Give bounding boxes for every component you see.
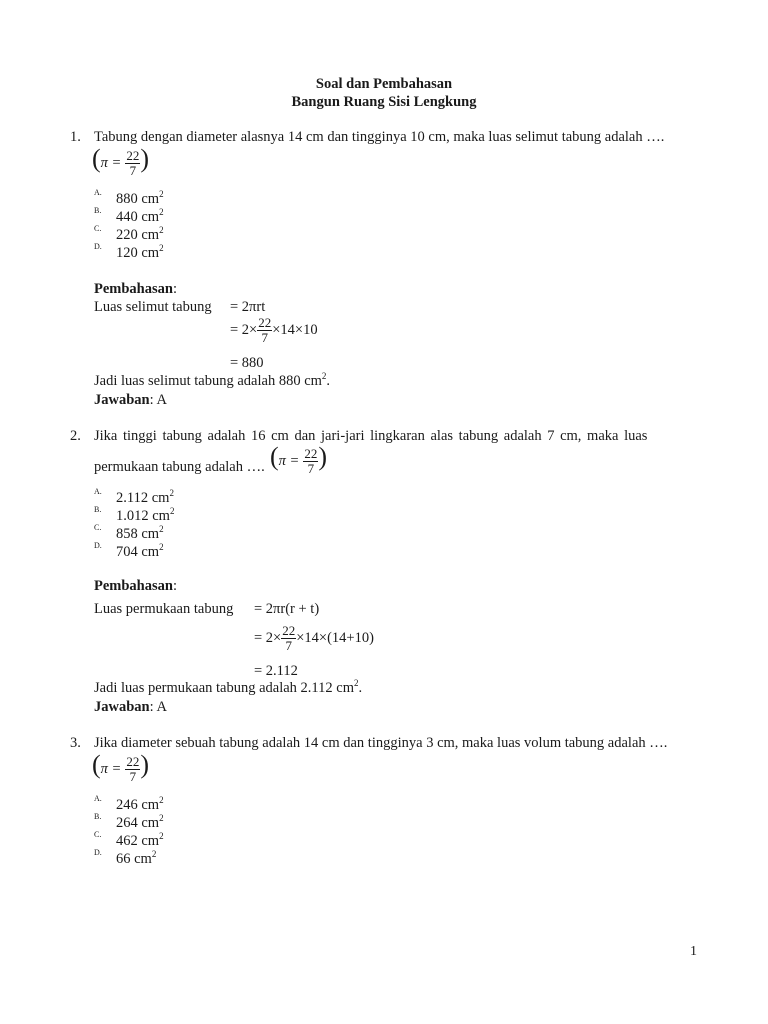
option-value: 120 $cm^2$	[116, 243, 164, 261]
question-1-pi-hint: (π = $\frac{22}{7}$ )	[92, 144, 150, 178]
option-letter: B.	[94, 812, 102, 821]
option-letter: B.	[94, 206, 102, 215]
solution-2-label: Luas permukaan tabung	[94, 601, 234, 617]
option-letter: D.	[94, 541, 102, 550]
option-letter: C.	[94, 523, 102, 532]
option-value: 2.112 $cm^2$	[116, 488, 174, 506]
solution-2-conclusion: Jadi luas permukaan tabung adalah 2.112 $cm^2$.	[94, 678, 363, 696]
option-letter: C.	[94, 830, 102, 839]
option-value: 880 $cm^2$	[116, 189, 164, 207]
question-3-pi-hint: (π = $\frac{22}{7}$ )	[92, 750, 150, 784]
page-title: Soal dan Pembahasan	[315, 76, 453, 92]
option-value: 462 $cm^2$	[116, 831, 164, 849]
solution-2-step-3: = 2.112	[254, 663, 298, 679]
option-letter: D.	[94, 848, 102, 857]
solution-1-heading: Pembahasan:	[94, 281, 177, 297]
solution-1-step-1: = 2πrt	[230, 299, 266, 315]
solution-2-heading: Pembahasan:	[94, 578, 177, 594]
page-number: 1	[690, 944, 697, 959]
option-letter: A.	[94, 794, 102, 803]
question-2-text-line-1: Jika tinggi tabung adalah 16 cm dan jari-jari lingkaran alas tabung adalah 7 cm, maka luas	[94, 428, 648, 444]
option-value: 264 $cm^2$	[116, 813, 164, 831]
option-value: 246 $cm^2$	[116, 795, 164, 813]
question-3-number: 3.	[70, 735, 81, 751]
solution-1-step-2: = 2× $\frac{22}{7}$ ×14×10	[230, 315, 318, 345]
solution-2-step-2: = 2× $\frac{22}{7}$ ×14×(14+10)	[254, 623, 374, 653]
question-2-number: 2.	[70, 428, 81, 444]
solution-1-conclusion: Jadi luas selimut tabung adalah 880 $cm^2$.	[94, 371, 331, 389]
question-1-number: 1.	[70, 129, 81, 145]
option-letter: C.	[94, 224, 102, 233]
option-value: 440 $cm^2$	[116, 207, 164, 225]
solution-2-answer: Jawaban: A	[94, 699, 167, 715]
page-subtitle: Bangun Ruang Sisi Lengkung	[291, 94, 477, 110]
solution-1-answer: Jawaban: A	[94, 392, 167, 408]
option-value: 1.012 $cm^2$	[116, 506, 175, 524]
question-3-text: Jika diameter sebuah tabung adalah 14 cm dan tingginya 3 cm, maka luas volum tabung adalah ….	[94, 735, 668, 751]
question-2-text-line-2: permukaan tabung adalah ….	[94, 459, 265, 475]
option-letter: B.	[94, 505, 102, 514]
question-1-text: Tabung dengan diameter alasnya 14 cm dan tingginya 10 cm, maka luas selimut tabung adalah ….	[94, 129, 665, 145]
option-letter: D.	[94, 242, 102, 251]
solution-2-step-1: = 2πr(r + t)	[254, 601, 320, 617]
question-2-pi-hint: (π = $\frac{22}{7}$ )	[270, 442, 328, 476]
option-value: 66 $cm^2$	[116, 849, 157, 867]
option-value: 220 $cm^2$	[116, 225, 164, 243]
option-value: 704 $cm^2$	[116, 542, 164, 560]
option-value: 858 $cm^2$	[116, 524, 164, 542]
option-letter: A.	[94, 487, 102, 496]
solution-1-label: Luas selimut tabung	[94, 299, 212, 315]
solution-1-step-3: = 880	[230, 355, 264, 371]
option-letter: A.	[94, 188, 102, 197]
